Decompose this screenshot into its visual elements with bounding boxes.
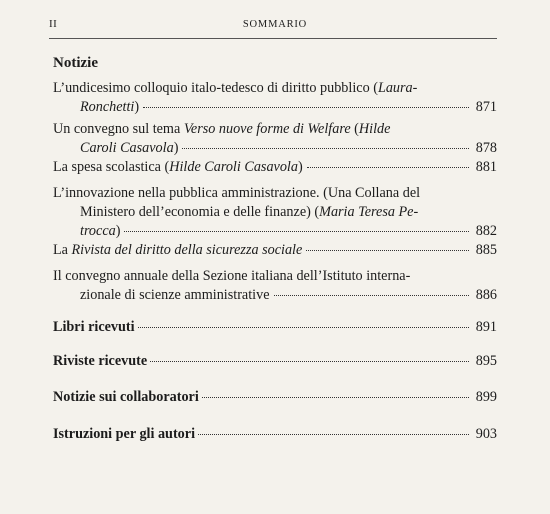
- dot-leader: [143, 107, 469, 108]
- entry-text: [53, 241, 302, 260]
- entry-author: Laura-: [377, 80, 418, 96]
- dot-leader: [182, 148, 468, 149]
- toc-main-entry[interactable]: [53, 319, 497, 336]
- entry-text-part: ): [115, 223, 121, 239]
- entry-page-number: 881: [475, 159, 497, 175]
- toc-entry[interactable]: [53, 267, 497, 305]
- entry-page-number: 885: [475, 242, 497, 258]
- entry-page-number: 886: [475, 287, 497, 303]
- entry-text-continued: [80, 203, 418, 222]
- entry-text-part: La spesa scolastica (: [53, 159, 170, 175]
- entry-text-part: Ministero dell’economia e delle finanze) (: [80, 204, 320, 220]
- entry-text-part: (: [350, 121, 359, 137]
- main-entry-label: Istruzioni per gli autori: [53, 426, 196, 442]
- toc-entry[interactable]: [53, 241, 497, 260]
- toc-entry[interactable]: [53, 120, 497, 158]
- entry-author: Caroli Casavola: [80, 140, 174, 156]
- entry-author: Ronchetti: [80, 99, 135, 115]
- entry-text-part: Un convegno sul tema: [53, 121, 184, 137]
- entry-author: Hilde Caroli Casavola: [169, 159, 298, 175]
- toc-entry[interactable]: [53, 158, 497, 177]
- entry-text-continued: [80, 139, 178, 158]
- dot-leader: [202, 397, 469, 398]
- header-rule: [49, 38, 497, 39]
- entry-author: Hilde: [358, 121, 391, 137]
- entry-text-continued: [80, 98, 139, 117]
- entry-author: trocca: [80, 223, 116, 239]
- entry-text: Il convegno annuale della Sezione italiana dell’Istituto interna-: [53, 268, 411, 284]
- entry-page-number: 891: [475, 319, 497, 335]
- main-entry-label: Notizie sui collaboratori: [53, 389, 199, 405]
- dot-leader: [198, 434, 469, 435]
- entry-text: [53, 79, 417, 98]
- entry-text: [53, 120, 390, 139]
- entry-text: L’innovazione nella pubblica amministrazione. (Una Collana del: [53, 185, 421, 201]
- entry-text-continued: zionale di scienze amministrative: [80, 287, 270, 303]
- entry-page-number: 899: [475, 389, 497, 405]
- dot-leader: [138, 327, 469, 328]
- entry-page-number: 882: [475, 223, 497, 239]
- entry-text-part: ): [173, 140, 179, 156]
- toc-entry[interactable]: [53, 184, 497, 241]
- toc-main-entry[interactable]: [53, 353, 497, 370]
- entry-title-italic: Verso nuove forme di Welfare: [183, 121, 351, 137]
- toc-main-entry[interactable]: [53, 426, 497, 443]
- dot-leader: [307, 167, 469, 168]
- entry-page-number: 878: [475, 140, 497, 156]
- main-entry-label: Libri ricevuti: [53, 319, 135, 335]
- entry-text-part: La: [53, 242, 72, 258]
- entry-text-part: L’undicesimo colloquio italo-tedesco di diritto pubblico (: [53, 80, 378, 96]
- entry-page-number: 895: [475, 353, 497, 369]
- entry-text-part: ): [134, 99, 140, 115]
- entry-author: Maria Teresa Pe-: [319, 204, 419, 220]
- dot-leader: [150, 361, 469, 362]
- main-entry-label: Riviste ricevute: [53, 353, 148, 369]
- toc-main-entry[interactable]: [53, 389, 497, 406]
- toc-entry[interactable]: [53, 79, 497, 117]
- entry-text: [53, 158, 303, 177]
- dot-leader: [124, 231, 468, 232]
- section-title: Notizie: [53, 55, 98, 71]
- entry-page-number: 871: [475, 99, 497, 115]
- dot-leader: [274, 295, 469, 296]
- entry-page-number: 903: [475, 426, 497, 442]
- entry-title-italic: Rivista del diritto della sicurezza sociale: [71, 242, 303, 258]
- running-head: SOMMARIO: [242, 19, 308, 30]
- page-number: II: [49, 18, 58, 30]
- entry-text-part: ): [297, 159, 303, 175]
- entry-text-continued: [80, 222, 120, 241]
- dot-leader: [306, 250, 468, 251]
